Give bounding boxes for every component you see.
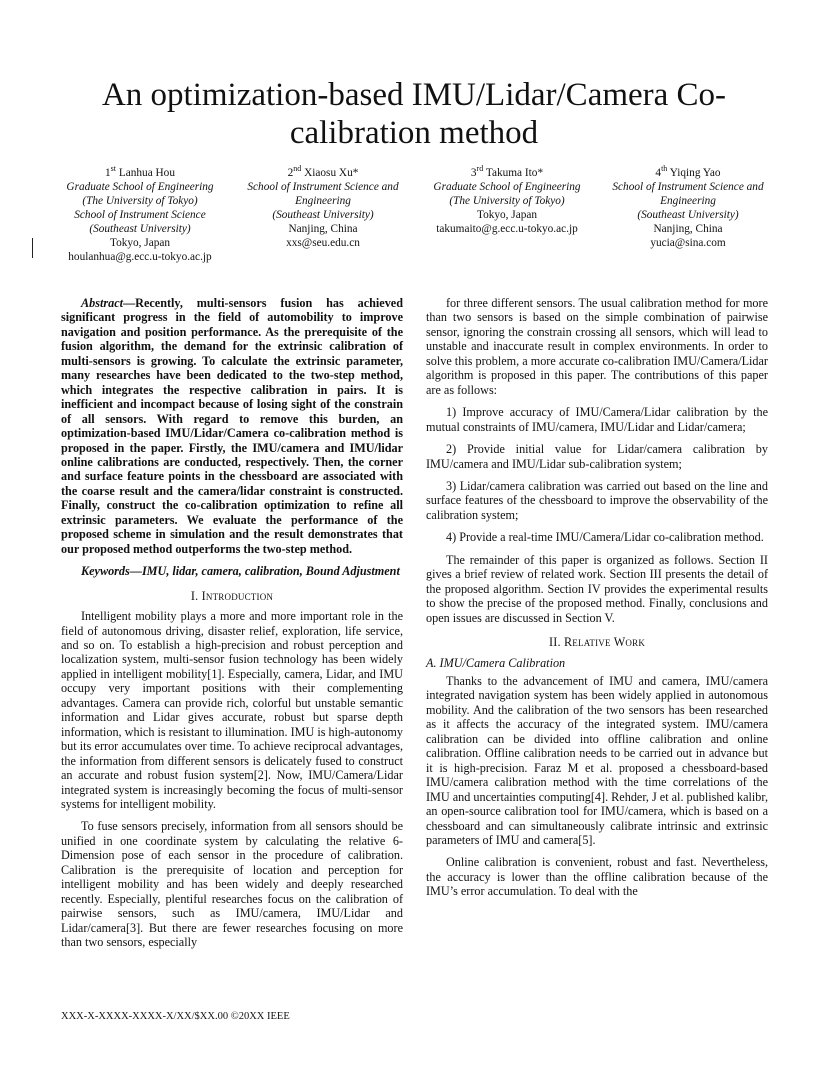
affiliation-line: (The University of Tokyo) — [449, 195, 565, 207]
contribution-1: 1) Improve accuracy of IMU/Camera/Lidar calibration by the mutual constraints of IMU/camera, IMU/Lidar and Lidar/camera; — [426, 405, 768, 434]
affiliation-line: (The University of Tokyo) — [82, 195, 198, 207]
author-name: Lanhua Hou — [118, 167, 175, 179]
paper-title — [60, 76, 768, 152]
author-name: Takuma Ito* — [485, 167, 544, 179]
affiliation-line: Graduate School of Engineering — [66, 181, 214, 193]
related-paragraph-1: Thanks to the advancement of IMU and camera, IMU/camera integrated navigation system has been widely applied in autonomous mobility. And the calibration of the two sensors has been researched as it affects the accuracy of the integrated system. IMU/camera calibration can be divided into offline calibration and online calibration. Offline calibration needs to be carried out in advance but it is high-precision. Faraz M et al. proposed a chessboard-based IMU/camera calibration method with the time correlations of the IMU and uncertainties computing[4]. Rehder, J et al. published kalibr, an open-source calibration tool for IMU/camera, which is based on a chessboard and can simultaneously calibrate intrinsic and extrinsic parameters of IMU and camera[5]. — [426, 673, 768, 847]
intro-paragraph-2: To fuse sensors precisely, information from all sensors should be unified in one coordinate system by calculating the relative 6-Dimension pose of each sensor in the procedure of calibration. Calibration is the prerequisite of location and perception for intelligent mobility and has been widely and deeply researched recently. Especially, plentiful researches focus on the calibration of pairwise sensors, such as IMU/camera, IMU/Lidar and Lidar/camera[3]. But there are fewer researches focusing on more than two sensors, especially — [61, 819, 403, 950]
subsection-heading-imu-camera: A. IMU/Camera Calibration — [426, 655, 566, 670]
author-location: Nanjing, China — [288, 223, 358, 235]
affiliation-line: Engineering — [295, 195, 351, 207]
affiliation-line: (Southeast University) — [89, 223, 191, 235]
title-line-1: An optimization-based IMU/Lidar/Camera Co- — [101, 77, 727, 113]
affiliation-line: School of Instrument Science and — [247, 181, 399, 193]
author-location: Tokyo, Japan — [476, 209, 538, 221]
left-column — [61, 296, 403, 957]
author-name-line: 4th Yiqing Yao — [655, 164, 721, 179]
margin-change-bar — [32, 238, 33, 258]
author-name-line: 1st Lanhua Hou — [105, 164, 175, 179]
section-heading-relative-work: II. Relative Work — [548, 635, 646, 650]
affiliation-line: (Southeast University) — [637, 209, 739, 221]
author-name: Yiqing Yao — [669, 167, 721, 179]
author-email: xxs@seu.edu.cn — [286, 237, 360, 249]
affiliation-line: Graduate School of Engineering — [433, 181, 581, 193]
contribution-4: 4) Provide a real-time IMU/Camera/Lidar co-calibration method. — [446, 530, 764, 545]
author-1 — [52, 166, 228, 264]
author-name: Xiaosu Xu* — [304, 167, 359, 179]
affiliation-line: School of Instrument Science — [74, 209, 206, 221]
intro-paragraph-4: The remainder of this paper is organized as follows. Section II gives a brief review of related work. Section III presents the detail of the proposed algorithm. Section IV provides the experimental results to show the precise of the proposed method. Finally, conclusions and open issues are discussed in Section V. — [426, 552, 768, 625]
keywords-lead: Keywords — [81, 564, 130, 579]
author-3 — [418, 166, 596, 236]
keywords — [61, 564, 403, 578]
right-column — [426, 296, 768, 907]
contribution-3: 3) Lidar/camera calibration was carried out based on the line and surface features of the chessboard to improve the observability of the calibration system; — [426, 478, 768, 522]
author-location: Tokyo, Japan — [109, 237, 171, 249]
author-2 — [234, 166, 412, 250]
author-4 — [600, 166, 776, 250]
abstract-text: —Recently, multi-sensors fusion has achieved significant progress in the field of automobility to improve navigation and position performance. As the prerequisite of the fusion algorithm, the demand for the extrinsic calibration of multi-sensors is growing. To calculate the extrinsic parameter, many researches have been dedicated to the two-step method, which integrates the respective calibration in pairs. It is inefficient and incompact because of losing sight of the constrain of all sensors. With regard to remove this burden, an optimization-based IMU/Lidar/Camera co-calibration method is proposed in the paper. Firstly, the IMU/camera and IMU/lidar online calibrations are conducted, respectively. Then, the corner and surface feature points in the chessboard are associated with the coarse result and the camera/lidar constraint is constructed. Finally, construct the co-calibration optimization to refine all extrinsic parameters. We evaluate the performance of the proposed scheme in simulation and the result demonstrates that our proposed method outperforms the two-step method. — [61, 296, 403, 556]
related-paragraph-2: Online calibration is convenient, robust and fast. Nevertheless, the accuracy is lower than the offline calibration because of the IMU’s error accumulation. To deal with the — [426, 855, 768, 899]
affiliation-line: School of Instrument Science and — [612, 181, 764, 193]
copyright-footer: XXX-X-XXXX-XXXX-X/XX/$XX.00 ©20XX IEEE — [61, 1011, 290, 1022]
contribution-2: 2) Provide initial value for Lidar/camera calibration by IMU/camera and IMU/Lidar sub-calibration system; — [426, 442, 768, 471]
intro-paragraph-1: Intelligent mobility plays a more and more important role in the field of autonomous driving, disaster relief, exploration, life service, and so on. To establish a high-precision and robust perception and localization system, multi-sensor fusion technology has been widely applied in intelligent mobility[1]. Especially, camera, Lidar, and IMU occupy very important positions with their complementing advantages. Camera can provide rich, colorful but unstable semantic information and Lidar gives accurate, robust but sparse depth information, which is resistant to illumination. IMU is high-autonomy but its error accumulates over time. To achieve reciprocal advantages, the information from different sensors is delicately fused to construct an accurate and robust fusion system[2]. Now, IMU/Camera/Lidar integrated system is increasingly becoming the focus of multi-sensor systems for intelligent mobility. — [61, 609, 403, 811]
author-name-line: 2nd Xiaosu Xu* — [287, 164, 359, 179]
keywords-text: —IMU, lidar, camera, calibration, Bound Adjustment — [129, 564, 400, 579]
affiliation-line: Engineering — [660, 195, 716, 207]
title-line-2: calibration method — [289, 115, 539, 151]
abstract — [61, 296, 403, 556]
author-email: takumaito@g.ecc.u-tokyo.ac.jp — [436, 223, 578, 235]
intro-paragraph-3: for three different sensors. The usual calibration method for more than two sensors is based on the simple combination of pairwise sensor, ignoring the constrain crossing all sensors, which will lead to unstable and inaccurate result in complex environments. In order to solve this problem, a more accurate co-calibration IMU/Camera/Lidar algorithm is proposed in this paper. The contributions of this paper are as follows: — [426, 296, 768, 397]
affiliation-line: (Southeast University) — [272, 209, 374, 221]
author-name-line: 3rd Takuma Ito* — [470, 164, 544, 179]
section-heading-introduction: I. Introduction — [190, 588, 274, 603]
abstract-lead: Abstract — [81, 296, 123, 310]
author-email: yucia@sina.com — [650, 237, 726, 249]
author-location: Nanjing, China — [653, 223, 723, 235]
author-email: houlanhua@g.ecc.u-tokyo.ac.jp — [68, 251, 212, 263]
